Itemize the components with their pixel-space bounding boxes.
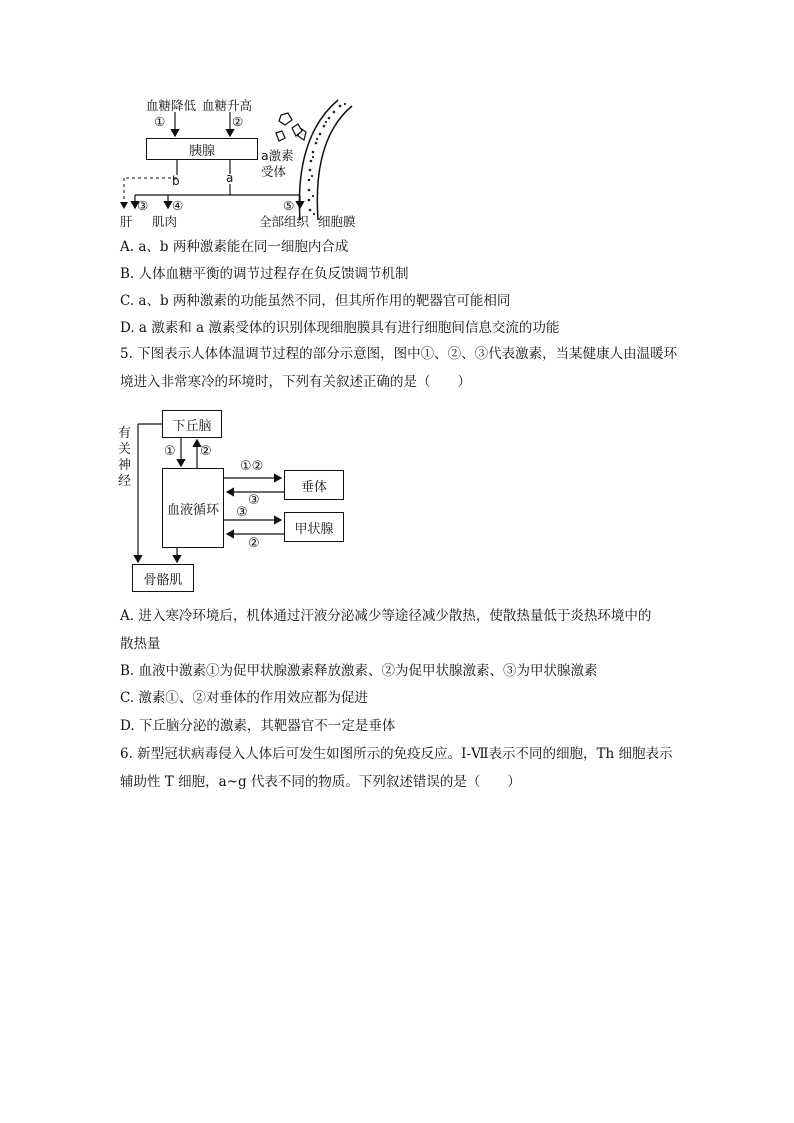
q4-option-a: A. a、b 两种激素能在同一细胞内合成 <box>120 239 349 255</box>
mark-3: ③ <box>137 198 149 213</box>
membrane-label: 细胞膜 <box>318 214 356 229</box>
q4-option-c: C. a、b 两种激素的功能虽然不同，但其所作用的靶器官可能相同 <box>120 293 511 309</box>
q5-option-c: C. 激素①、②对垂体的作用效应都为促进 <box>120 690 368 706</box>
blood-circulation-box: 血液循环 <box>162 468 224 548</box>
all-tissue-label: 全部组织 <box>259 214 310 229</box>
q6-stem: 6. 新型冠状病毒侵入人体后可发生如图所示的免疫反应。I-Ⅶ表示不同的细胞，Th 细胞表示辅助性 T 细胞，a~g 代表不同的物质。下列叙述错误的是（ ） <box>120 746 673 790</box>
nerve-label: 有关神经 <box>118 426 132 489</box>
receptor-label-1: a激素 <box>261 148 294 163</box>
mark-2: ② <box>232 114 244 129</box>
liver-label: 肝 <box>120 214 133 229</box>
label-hormone-1: ① <box>164 444 176 459</box>
label-hormone-3b: ③ <box>236 505 248 520</box>
hypothalamus-box: 下丘脑 <box>162 410 222 438</box>
stim-low-label: 血糖降低 <box>146 98 197 113</box>
q5-option-d: D. 下丘脑分泌的激素，其靶器官不一定是垂体 <box>120 718 396 734</box>
stim-high-label: 血糖升高 <box>202 98 253 113</box>
q4-option-b: B. 人体血糖平衡的调节过程存在负反馈调节机制 <box>120 266 409 282</box>
q4-option-d: D. a 激素和 a 激素受体的识别体现细胞膜具有进行细胞间信息交流的功能 <box>120 320 560 336</box>
mark-5: ⑤ <box>283 198 295 213</box>
skeletal-muscle-box: 骨骼肌 <box>132 564 194 592</box>
receptor-label-2: 受体 <box>261 164 287 179</box>
q5-option-a-line2: 散热量 <box>120 636 161 652</box>
label-hormone-3a: ③ <box>248 493 260 508</box>
q5-stem: 5. 下图表示人体体温调节过程的部分示意图，图中①、②、③代表激素，当某健康人由温暖环境进入非常寒冷的环境时，下列有关叙述正确的是（ ） <box>120 346 678 390</box>
pituitary-box: 垂体 <box>284 470 344 500</box>
thyroid-box: 甲状腺 <box>284 512 344 542</box>
label-hormone-12: ①② <box>240 459 264 474</box>
mark-1: ① <box>154 114 166 129</box>
pancreas-box: 胰腺 <box>146 138 258 160</box>
mark-4: ④ <box>172 198 184 213</box>
label-hormone-2: ② <box>200 444 212 459</box>
q5-option-b: B. 血液中激素①为促甲状腺激素释放激素、②为促甲状腺激素、③为甲状腺激素 <box>120 663 598 679</box>
hormone-a-label: a <box>226 171 234 185</box>
q5-option-a-line1: A. 进入寒冷环境后，机体通过汗液分泌减少等途径减少散热，使散热量低于炎热环境中的 <box>120 608 652 624</box>
muscle-label: 肌肉 <box>152 214 178 229</box>
label-hormone-2b: ② <box>248 536 260 551</box>
hormone-b-label: b <box>172 174 180 188</box>
